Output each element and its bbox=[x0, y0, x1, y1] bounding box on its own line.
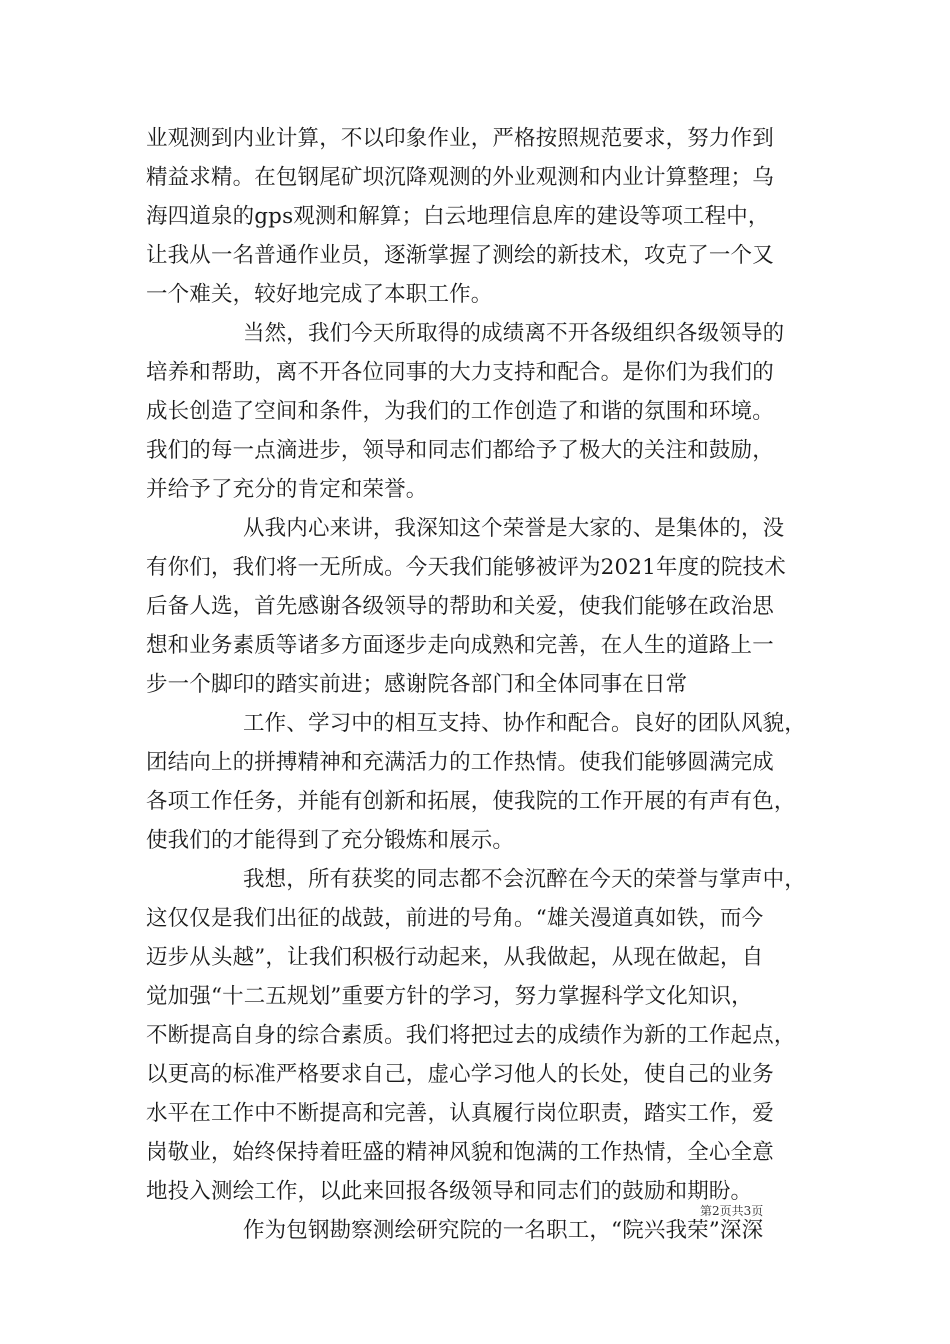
text-line: 我想，所有获奖的同志都不会沉醉在今天的荣誉与掌声中， bbox=[243, 867, 806, 892]
text-line: 并给予了充分的肯定和荣誉。 bbox=[146, 477, 428, 502]
text-line: 精益求精。在包钢尾矿坝沉降观测的外业观测和内业计算整理；乌 bbox=[146, 165, 774, 190]
text-line: 这仅仅是我们出征的战鼓，前进的号角。“雄关漫道真如铁，而今 bbox=[146, 906, 764, 931]
text-line: 各项工作任务，并能有创新和拓展，使我院的工作开展的有声有色， bbox=[146, 789, 796, 814]
text-line: 有你们，我们将一无所成。今天我们能够被评为2021年度的院技术 bbox=[146, 555, 786, 580]
text-line: 步一个脚印的踏实前进；感谢院各部门和全体同事在日常 bbox=[146, 672, 688, 697]
text-line: 迈步从头越”，让我们积极行动起来，从我做起，从现在做起，自 bbox=[146, 945, 764, 970]
paragraph bbox=[146, 314, 808, 509]
text-line: 以更高的标准严格要求自己，虚心学习他人的长处，使自己的业务 bbox=[146, 1062, 774, 1087]
text-line: 团结向上的拼搏精神和充满活力的工作热情。使我们能够圆满完成 bbox=[146, 750, 774, 775]
text-line: 想和业务素质等诸多方面逐步走向成熟和完善，在人生的道路上一 bbox=[146, 633, 774, 658]
paragraph bbox=[146, 704, 808, 860]
text-line: 我们的每一点滴进步，领导和同志们都给予了极大的关注和鼓励， bbox=[146, 438, 774, 463]
text-line: 培养和帮助，离不开各位同事的大力支持和配合。是你们为我们的 bbox=[146, 360, 774, 385]
text-line: 业观测到内业计算，不以印象作业，严格按照规范要求，努力作到 bbox=[146, 126, 774, 151]
text-line: 让我从一名普通作业员，逐渐掌握了测绘的新技术，攻克了一个又 bbox=[146, 243, 774, 268]
text-line: 作为包钢勘察测绘研究院的一名职工，“院兴我荣”深深 bbox=[243, 1218, 764, 1243]
paragraph bbox=[146, 860, 808, 1211]
text-line: 成长创造了空间和条件，为我们的工作创造了和谐的氛围和环境。 bbox=[146, 399, 774, 424]
text-line: 水平在工作中不断提高和完善，认真履行岗位职责，踏实工作，爱 bbox=[146, 1101, 774, 1126]
text-line: 工作、学习中的相互支持、协作和配合。良好的团队风貌， bbox=[243, 711, 806, 736]
text-line: 使我们的才能得到了充分锻炼和展示。 bbox=[146, 828, 515, 853]
text-line: 海四道泉的gps观测和解算；白云地理信息库的建设等项工程中， bbox=[146, 204, 770, 229]
text-line: 不断提高自身的综合素质。我们将把过去的成绩作为新的工作起点， bbox=[146, 1023, 796, 1048]
text-line: 从我内心来讲，我深知这个荣誉是大家的、是集体的，没 bbox=[243, 516, 785, 541]
paragraph bbox=[146, 119, 808, 314]
text-line: 岗敬业，始终保持着旺盛的精神风貌和饱满的工作热情，全心全意 bbox=[146, 1140, 774, 1165]
document-body bbox=[146, 119, 808, 1250]
text-line: 当然，我们今天所取得的成绩离不开各级组织各级领导的 bbox=[243, 321, 785, 346]
text-line: 觉加强“十二五规划”重要方针的学习，努力掌握科学文化知识， bbox=[146, 984, 753, 1009]
text-line: 地投入测绘工作，以此来回报各级领导和同志们的鼓励和期盼。 bbox=[146, 1179, 753, 1204]
text-line: 后备人选，首先感谢各级领导的帮助和关爱，使我们能够在政治思 bbox=[146, 594, 774, 619]
page-number: 第2页共3页 bbox=[700, 1204, 764, 1218]
paragraph bbox=[146, 509, 808, 704]
text-line: 一个难关，较好地完成了本职工作。 bbox=[146, 282, 493, 307]
